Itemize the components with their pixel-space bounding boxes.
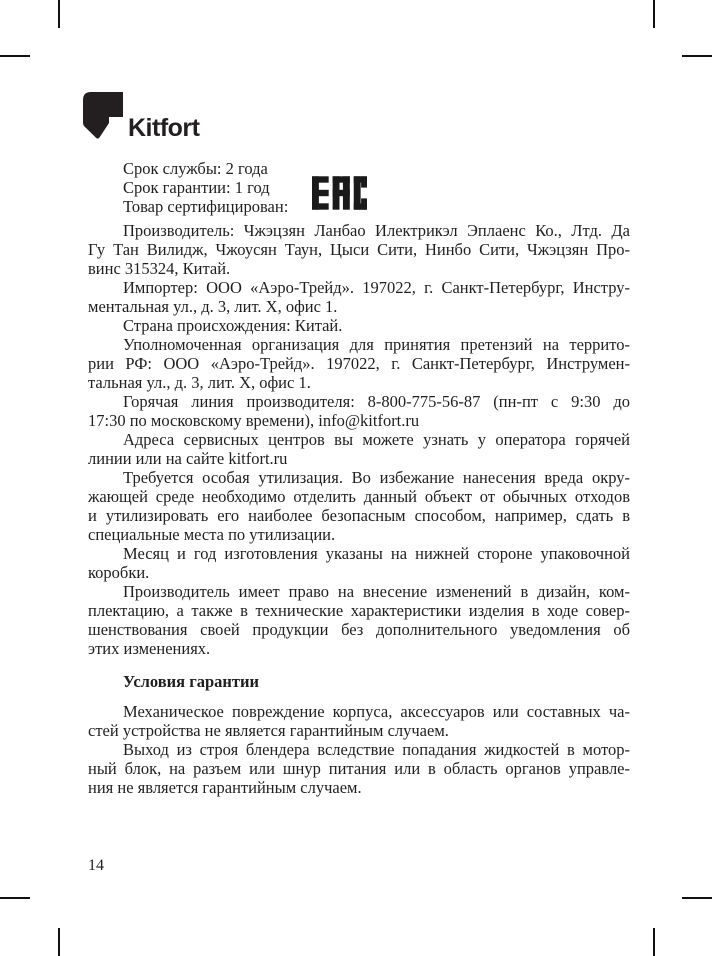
warranty-period-line: Срок гарантии: 1 год <box>123 178 270 197</box>
eac-certification-mark-icon <box>312 176 367 210</box>
kitfort-logo-text: Kitfort <box>128 114 200 142</box>
text-line: плектацию, а также в технические характеристики изделия в ходе совер- <box>88 601 630 620</box>
certification-block <box>88 159 630 216</box>
text-line: этих изменениях. <box>88 639 211 658</box>
certified-line: Товар сертифицирован: <box>123 197 289 216</box>
text-line: Выход из строя блендера вследствие попадания жидкостей в мотор- <box>123 740 630 759</box>
text-line: винс 315324, Китай. <box>88 259 231 278</box>
paragraph <box>88 392 630 430</box>
crop-mark <box>0 55 30 57</box>
warranty-paragraphs <box>88 702 630 797</box>
text-line: рии РФ: ООО «Аэро-Трейд». 197022, г. Санкт-Петербург, Инструмен- <box>88 354 630 373</box>
page-content <box>88 159 630 797</box>
service-life-line: Срок службы: 2 года <box>123 159 268 178</box>
text-line: линии или на сайте kitfort.ru <box>88 449 288 468</box>
paragraph <box>88 468 630 544</box>
paragraph <box>88 316 630 335</box>
crop-mark <box>682 897 712 899</box>
text-line: Адреса сервисных центров вы можете узнать у оператора горячей <box>123 430 630 449</box>
text-line: Месяц и год изготовления указаны на нижней стороне упаковочной <box>123 544 630 563</box>
crop-mark <box>58 0 60 28</box>
text-line: жающей среде необходимо отделить данный объект от обычных отходов <box>88 487 630 506</box>
page-number: 14 <box>88 857 104 874</box>
crop-mark <box>653 0 655 28</box>
text-line: ный блок, на разъем или шнур питания или в область органов управле- <box>88 759 630 778</box>
text-line: 17:30 по московскому времени), info@kitfort.ru <box>88 411 420 430</box>
text-line: ментальная ул., д. 3, лит. X, офис 1. <box>88 297 338 316</box>
text-line: Горячая линия производителя: 8-800-775-56-87 (пн-пт с 9:30 до <box>123 392 630 411</box>
crop-mark <box>653 928 655 956</box>
paragraph <box>88 582 630 658</box>
paragraph <box>88 544 630 582</box>
text-line: стей устройства не является гарантийным случаем. <box>88 721 449 740</box>
paragraph <box>88 221 630 278</box>
paragraph <box>88 335 630 392</box>
text-line: Страна происхождения: Китай. <box>123 316 343 335</box>
text-line: Гу Тан Вилидж, Чжоусян Таун, Цыси Сити, Нинбо Сити, Чжэцзян Про- <box>88 240 630 259</box>
text-line: Импортер: ООО «Аэро-Трейд». 197022, г. Санкт-Петербург, Инстру- <box>123 278 630 297</box>
paragraph <box>88 740 630 797</box>
text-line: специальные места по утилизации. <box>88 525 336 544</box>
crop-mark <box>682 55 712 57</box>
kitfort-logo <box>83 92 199 140</box>
text-line: тальная ул., д. 3, лит. X, офис 1. <box>88 373 311 392</box>
text-line: шенствования своей продукции без дополнительного уведомления об <box>88 620 630 639</box>
paragraph <box>88 702 630 740</box>
text-line: Требуется особая утилизация. Во избежание нанесения вреда окру- <box>123 468 630 487</box>
text-line: ния не является гарантийным случаем. <box>88 778 362 797</box>
text-line: и утилизировать его наиболее безопасным способом, например, сдать в <box>88 506 630 525</box>
crop-mark <box>58 928 60 956</box>
text-line: Производитель: Чжэцзян Ланбао Илектрикэл Эплаенс Ко., Лтд. Да <box>123 221 630 240</box>
kitfort-logo-icon <box>83 92 123 140</box>
crop-mark <box>0 897 30 899</box>
body-paragraphs <box>88 221 630 658</box>
paragraph <box>88 278 630 316</box>
text-line: Производитель имеет право на внесение изменений в дизайн, ком- <box>123 582 630 601</box>
text-line: Механическое повреждение корпуса, аксессуаров или составных ча- <box>123 702 630 721</box>
paragraph <box>88 430 630 468</box>
text-line: Уполномоченная организация для принятия претензий на террито- <box>123 335 630 354</box>
text-line: коробки. <box>88 563 150 582</box>
warranty-heading: Условия гарантии <box>123 672 260 691</box>
